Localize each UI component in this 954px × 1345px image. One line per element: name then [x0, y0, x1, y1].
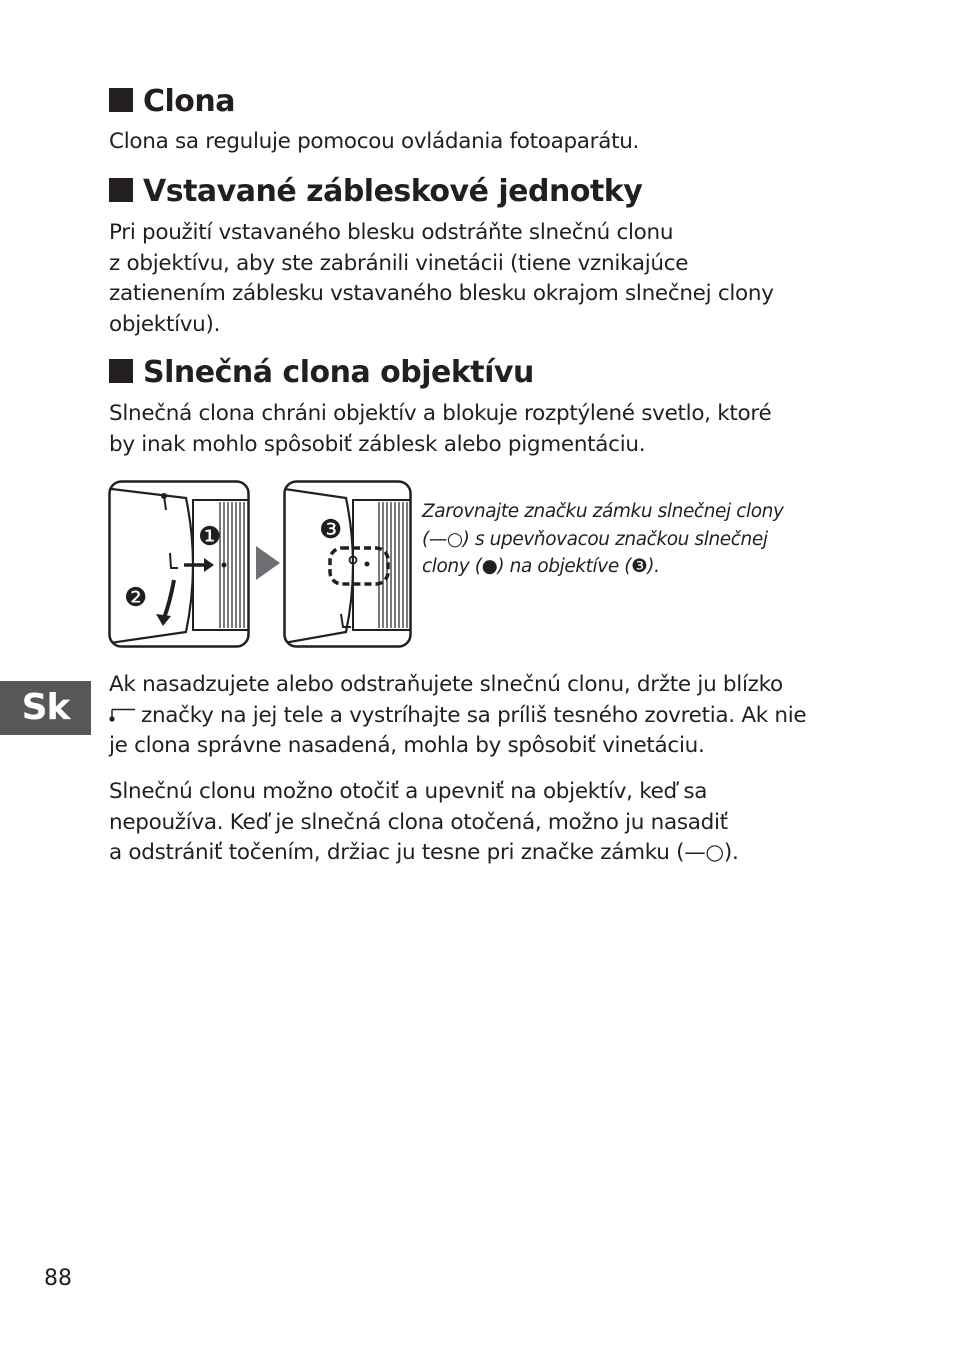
text-line: a odstrániť točením, držiac ju tesne pri značke zámku (—○). [109, 840, 739, 865]
figure-caption [422, 498, 784, 581]
text-line: by inak mohlo spôsobiť záblesk alebo pigmentáciu. [109, 431, 646, 457]
heading-square-icon [109, 88, 133, 112]
step-2-label: ❷ [124, 583, 148, 613]
step-3-label: ❸ [319, 515, 343, 545]
paragraph-hood-handling [109, 670, 806, 762]
heading-square-icon [109, 178, 133, 202]
text-line: Clona sa reguluje pomocou ovládania fotoaparátu. [109, 129, 640, 154]
paragraph-hood-reversed [109, 777, 739, 869]
lens-hood-attach-illustration-right [283, 480, 414, 650]
heading-built-in-flash [109, 174, 642, 210]
step-1-label: ❶ [198, 522, 222, 552]
caption-line: clony (●) na objektíve (❸). [422, 556, 660, 577]
heading-square-icon [109, 359, 133, 383]
lens-hood-attach-illustration-left [108, 480, 252, 650]
heading-text: Clona [143, 84, 236, 119]
text-line: zatienením záblesku vstavaného blesku okrajom slnečnej clony [109, 281, 774, 306]
text-line: Pri použití vstavaného blesku odstráňte slnečnú clonu [109, 220, 674, 245]
text-line: z objektívu, aby ste zabránili vinetácii (tiene vznikajúce [109, 250, 689, 276]
language-tab: Sk [0, 681, 91, 735]
heading-text: Vstavané zábleskové jednotky [143, 174, 643, 209]
text-line: Slnečnú clonu možno otočiť a upevniť na objektív, keď sa [109, 779, 708, 804]
caption-line: Zarovnajte značku zámku slnečnej clony [422, 501, 784, 522]
text-line-with-mark [109, 701, 806, 732]
text-line: nepoužíva. Keď je slnečná clona otočená, možno ju nasadiť [109, 809, 728, 835]
text-line: značky na jej tele a vystríhajte sa príliš tesného zovretia. Ak nie [141, 702, 807, 728]
paragraph-built-in-flash [109, 218, 774, 340]
text-line: Ak nasadzujete alebo odstraňujete slnečnú clonu, držte ju blízko [109, 672, 783, 697]
paragraph-clona [109, 127, 639, 158]
page-number: 88 [44, 1266, 72, 1291]
heading-text: Slnečná clona objektívu [143, 355, 534, 390]
paragraph-lens-hood [109, 399, 771, 460]
heading-lens-hood [109, 355, 534, 391]
hood-grip-mark-icon [109, 708, 135, 722]
text-line: je clona správne nasadená, mohla by spôsobiť vinetáciu. [109, 733, 705, 758]
next-step-triangle-icon [256, 546, 282, 580]
heading-clona [109, 84, 235, 120]
text-line: objektívu). [109, 311, 221, 337]
caption-line: (—○) s upevňovacou značkou slnečnej [422, 528, 768, 550]
text-line: Slnečná clona chráni objektív a blokuje rozptýlené svetlo, ktoré [109, 401, 772, 426]
